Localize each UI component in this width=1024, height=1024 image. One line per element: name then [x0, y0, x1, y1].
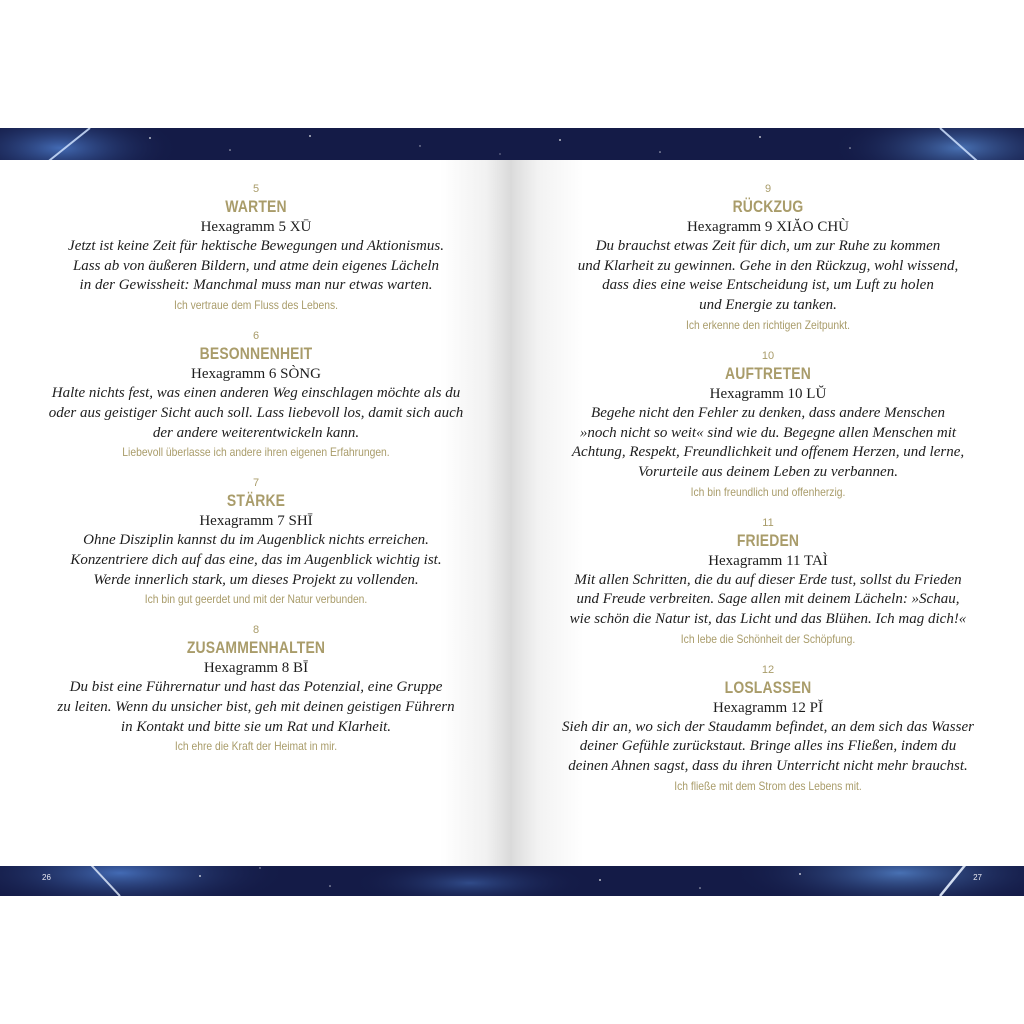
hexagram-label: Hexagramm 11 TAÌ [708, 552, 828, 569]
entry-number: 10 [761, 349, 775, 362]
hexagram-entry-12 [526, 663, 1010, 796]
entry-title: FRIEDEN [736, 530, 800, 550]
affirmation: Ich bin gut geerdet und mit der Natur verbunden. [144, 592, 368, 607]
entry-text-line: deiner Gefühle zurückstaut. Bringe alles ins Fließen, indem du [579, 738, 957, 755]
affirmation: Ich ehre die Kraft der Heimat in mir. [174, 739, 338, 754]
hexagram-entry-7 [14, 476, 498, 609]
entry-number: 5 [252, 183, 260, 195]
entry-text-line: Du bist eine Führernatur und hast das Potenzial, eine Gruppe [69, 679, 443, 696]
entry-text-line: Sieh dir an, wo sich der Staudamm befindet, an dem sich das Wasser [562, 718, 974, 735]
entry-number: 8 [252, 624, 260, 637]
entry-text-line: Ohne Disziplin kannst du im Augenblick nichts erreichen. [83, 532, 429, 549]
entry-text-line: Achtung, Respekt, Freundlichkeit und offenem Herzen, und lerne, [571, 444, 965, 461]
affirmation: Ich erkenne den richtigen Zeitpunkt. [685, 317, 851, 332]
entry-text-line: Lass ab von äußeren Bildern, und atme dein eigenes Lächeln [72, 257, 440, 274]
entry-number: 7 [252, 477, 260, 490]
entry-number: 12 [761, 663, 775, 676]
hexagram-label: Hexagramm 6 SÒNG [191, 366, 321, 383]
book-spread [0, 128, 1024, 896]
entry-text-line: Vorurteile aus deinem Leben zu verbannen. [638, 463, 898, 480]
hexagram-entry-11 [526, 516, 1010, 649]
entry-number: 11 [762, 516, 774, 529]
entry-text-line: Mit allen Schritten, die du auf dieser Erde tust, sollst du Frieden [574, 571, 962, 588]
affirmation: Ich lebe die Schönheit der Schöpfung. [680, 631, 856, 646]
entry-text-line: Halte nichts fest, was einen anderen Weg einschlagen möchte als du [51, 385, 461, 402]
hexagram-entry-5 [14, 182, 498, 315]
entry-title: WARTEN [225, 197, 287, 216]
page-number-left: 26 [42, 873, 51, 882]
left-page-column [14, 182, 498, 770]
entry-number: 9 [764, 183, 772, 195]
hexagram-label: Hexagramm 9 XIĂO CHÙ [686, 219, 850, 235]
affirmation: Ich bin freundlich und offenherzig. [690, 484, 846, 499]
entry-text-line: oder aus geistiger Sicht auch soll. Lass liebevoll los, damit sich auch [48, 404, 464, 421]
entry-title: AUFTRETEN [725, 363, 811, 383]
hexagram-label: Hexagramm 12 PĬ [713, 699, 823, 716]
entry-title: BESONNENHEIT [199, 344, 313, 364]
hexagram-entry-8 [14, 623, 498, 756]
affirmation: Ich fließe mit dem Strom des Lebens mit. [674, 778, 862, 793]
right-page-column [526, 182, 1010, 810]
entry-text-line: in Kontakt und bitte sie um Rat und Klarheit. [120, 718, 392, 735]
hexagram-label: Hexagramm 7 SHĪ [199, 513, 313, 530]
entry-title: ZUSAMMENHALTEN [186, 638, 326, 658]
right-page [512, 160, 1024, 866]
entry-text-line: dass dies eine weise Entscheidung ist, um Luft zu holen [602, 277, 934, 294]
left-page [0, 160, 512, 866]
affirmation: Liebevoll überlasse ich andere ihren eigenen Erfahrungen. [122, 445, 390, 460]
entry-number: 6 [252, 330, 260, 343]
entry-text-line: der andere weiterentwickeln kann. [152, 424, 360, 441]
hexagram-label: Hexagramm 10 LŬ [709, 385, 827, 402]
entry-text-line: Werde innerlich stark, um dieses Projekt zu vollenden. [93, 571, 419, 588]
entry-text-line: Du brauchst etwas Zeit für dich, um zur Ruhe zu kommen [595, 238, 941, 254]
affirmation: Ich vertraue dem Fluss des Lebens. [173, 298, 339, 313]
entry-text-line: und Energie zu tanken. [699, 297, 837, 314]
entry-text-line: in der Gewissheit: Manchmal muss man nur etwas warten. [79, 277, 433, 294]
entry-title: LOSLASSEN [724, 677, 812, 697]
entry-title: STÄRKE [226, 491, 286, 511]
hexagram-label: Hexagramm 8 BĪ [203, 660, 309, 677]
entry-title: RÜCKZUG [732, 197, 804, 216]
hexagram-entry-9 [526, 182, 1010, 335]
entry-text-line: deinen Ahnen sagst, dass du ihren Unterricht nicht mehr brauchst. [568, 758, 968, 775]
entry-text-line: zu leiten. Wenn du unsicher bist, geh mit deinen geistigen Führern [57, 699, 455, 716]
hexagram-entry-10 [526, 349, 1010, 502]
page-number-right: 27 [973, 873, 982, 882]
entry-text-line: und Freude verbreiten. Sage allen mit deinem Lächeln: »Schau, [576, 591, 960, 608]
entry-text-line: wie schön die Natur ist, das Licht und das Blühen. Ich mag dich!« [569, 611, 967, 628]
entry-text-line: »noch nicht so weit« sind wie du. Begegne allen Menschen mit [579, 424, 957, 441]
entry-text-line: Konzentriere dich auf das eine, das im Augenblick wichtig ist. [70, 551, 442, 568]
entry-text-line: und Klarheit zu gewinnen. Gehe in den Rückzug, wohl wissend, [577, 257, 959, 274]
entry-text-line: Jetzt ist keine Zeit für hektische Bewegungen und Aktionismus. [68, 238, 444, 254]
hexagram-entry-6 [14, 329, 498, 462]
hexagram-label: Hexagramm 5 XŪ [200, 219, 312, 235]
entry-text-line: Begehe nicht den Fehler zu denken, dass andere Menschen [591, 404, 945, 421]
